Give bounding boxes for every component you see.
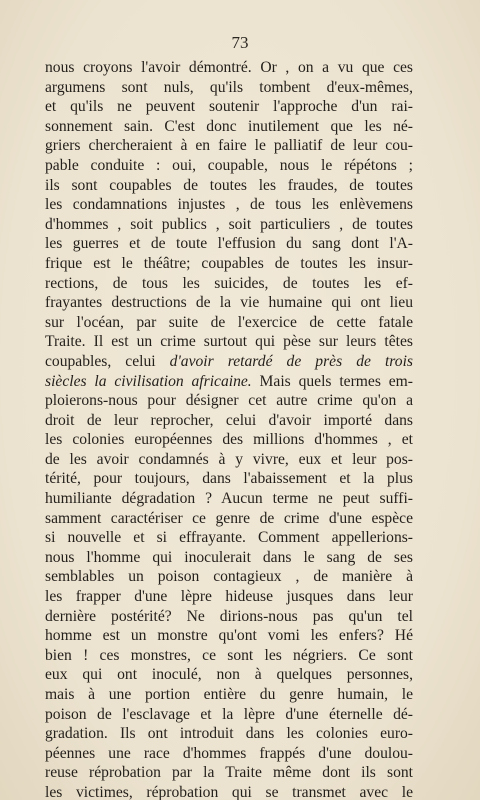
text-segment: si nouvelle et si effrayante. Comment appellerions- xyxy=(45,529,413,547)
text-line xyxy=(45,626,413,646)
text-line xyxy=(45,430,413,450)
text-segment: sur l'océan, par suite de l'exercice de cette fatale xyxy=(45,313,413,331)
text-line xyxy=(45,548,413,568)
text-line xyxy=(45,744,413,764)
text-line xyxy=(45,665,413,685)
text-segment: les victimes, réprobation qui se transmet avec le xyxy=(45,783,413,800)
text-segment: semblables un poison contagieux , de manière à xyxy=(45,568,413,586)
text-segment: bien ! ces monstres, ce sont les négriers. Ce sont xyxy=(45,646,413,664)
text-segment: samment caractériser ce genre de crime d'une espèce xyxy=(45,509,413,527)
text-line xyxy=(45,58,413,78)
text-segment: sonnement sain. C'est donc inutilement que les né- xyxy=(45,117,413,135)
italic-segment: siècles la civilisation africaine. xyxy=(45,372,252,390)
text-segment: les guerres et de toute l'effusion du sang dont l'A- xyxy=(45,235,413,253)
text-line xyxy=(45,78,413,98)
text-line xyxy=(45,450,413,470)
text-line xyxy=(45,372,413,392)
text-segment: frayantes destructions de la vie humaine qui ont lieu xyxy=(45,294,413,312)
text-segment: pable conduite : oui, coupable, nous le répétons ; xyxy=(45,156,413,174)
text-segment: frique est le théâtre; coupables de toutes les insur- xyxy=(45,254,413,272)
text-line xyxy=(45,215,413,235)
text-line xyxy=(45,469,413,489)
text-segment: gradation. Ils ont introduit dans les colonies euro- xyxy=(45,725,413,743)
text-line xyxy=(45,607,413,627)
italic-segment: d'avoir retardé de près de trois xyxy=(169,352,413,370)
text-line xyxy=(45,509,413,529)
text-segment: rections, de tous les suicides, de toutes les ef- xyxy=(45,274,413,292)
text-segment: eux qui ont inoculé, non à quelques personnes, xyxy=(45,666,413,684)
text-segment: de les avoir condamnés à y vivre, eux et leur pos- xyxy=(45,450,413,468)
text-segment: ils sont coupables de toutes les fraudes, de toutes xyxy=(45,176,413,194)
text-segment: les condamnations injustes , de tous les enlèvemens xyxy=(45,196,413,214)
text-line xyxy=(45,528,413,548)
text-segment: coupables, celui xyxy=(45,352,170,370)
text-segment: griers chercheraient à en faire le palliatif de leur cou- xyxy=(45,137,413,155)
text-segment: nous croyons l'avoir démontré. Or , on a vu que ces xyxy=(45,59,413,76)
text-line xyxy=(45,352,413,372)
text-line xyxy=(45,411,413,431)
text-line xyxy=(45,117,413,137)
text-line xyxy=(45,724,413,744)
text-segment: dernière postérité? Ne dirions-nous pas qu'un tel xyxy=(45,607,413,625)
text-line xyxy=(45,195,413,215)
text-line xyxy=(45,763,413,783)
text-line xyxy=(45,136,413,156)
text-segment: et qu'ils ne peuvent soutenir l'approche d'un rai- xyxy=(45,98,413,116)
text-line xyxy=(45,705,413,725)
text-line xyxy=(45,332,413,352)
text-segment: homme est un monstre qu'ont vomi les enfers? Hé xyxy=(45,627,413,645)
text-segment: humiliante dégradation ? Aucun terme ne peut suffi- xyxy=(45,490,413,508)
text-segment: droit de leur reprocher, celui d'avoir importé dans xyxy=(45,411,413,429)
text-line xyxy=(45,97,413,117)
text-line xyxy=(45,156,413,176)
text-segment: poison de l'esclavage et la lèpre d'une éternelle dé- xyxy=(45,705,413,723)
text-segment: mais à une portion entière du genre humain, le xyxy=(45,686,413,703)
text-segment: térité, pour toujours, dans l'abaissement et la plus xyxy=(45,470,413,488)
text-line xyxy=(45,391,413,411)
text-segment: Traite. Il est un crime surtout qui pèse sur leurs têtes xyxy=(45,333,413,351)
text-segment: les frapper d'une lèpre hideuse jusques dans leur xyxy=(45,588,413,606)
text-line xyxy=(45,646,413,666)
text-line xyxy=(45,783,413,800)
text-segment: nous l'homme qui inoculerait dans le sang de ses xyxy=(45,548,413,566)
text-segment: d'hommes , soit publics , soit particuliers , de toutes xyxy=(45,215,413,233)
text-line xyxy=(45,293,413,313)
text-line xyxy=(45,176,413,196)
text-line xyxy=(45,274,413,294)
text-line xyxy=(45,567,413,587)
text-segment: péennes une race d'hommes frappés d'une doulou- xyxy=(45,744,413,762)
body-text xyxy=(45,58,413,800)
page-number: 73 xyxy=(231,33,249,52)
text-segment: ploierons-nous pour désigner cet autre crime qu'on a xyxy=(45,392,413,410)
text-segment: reuse réprobation par la Traite même dont ils sont xyxy=(45,764,413,782)
text-line xyxy=(45,587,413,607)
text-segment: Mais quels termes em- xyxy=(251,372,413,390)
text-line xyxy=(45,254,413,274)
text-line xyxy=(45,234,413,254)
text-line xyxy=(45,685,413,705)
text-line xyxy=(45,313,413,333)
text-segment: les colonies européennes des millions d'hommes , et xyxy=(45,431,413,449)
text-segment: argumens sont nuls, qu'ils tombent d'eux-mêmes, xyxy=(45,78,413,96)
text-line xyxy=(45,489,413,509)
